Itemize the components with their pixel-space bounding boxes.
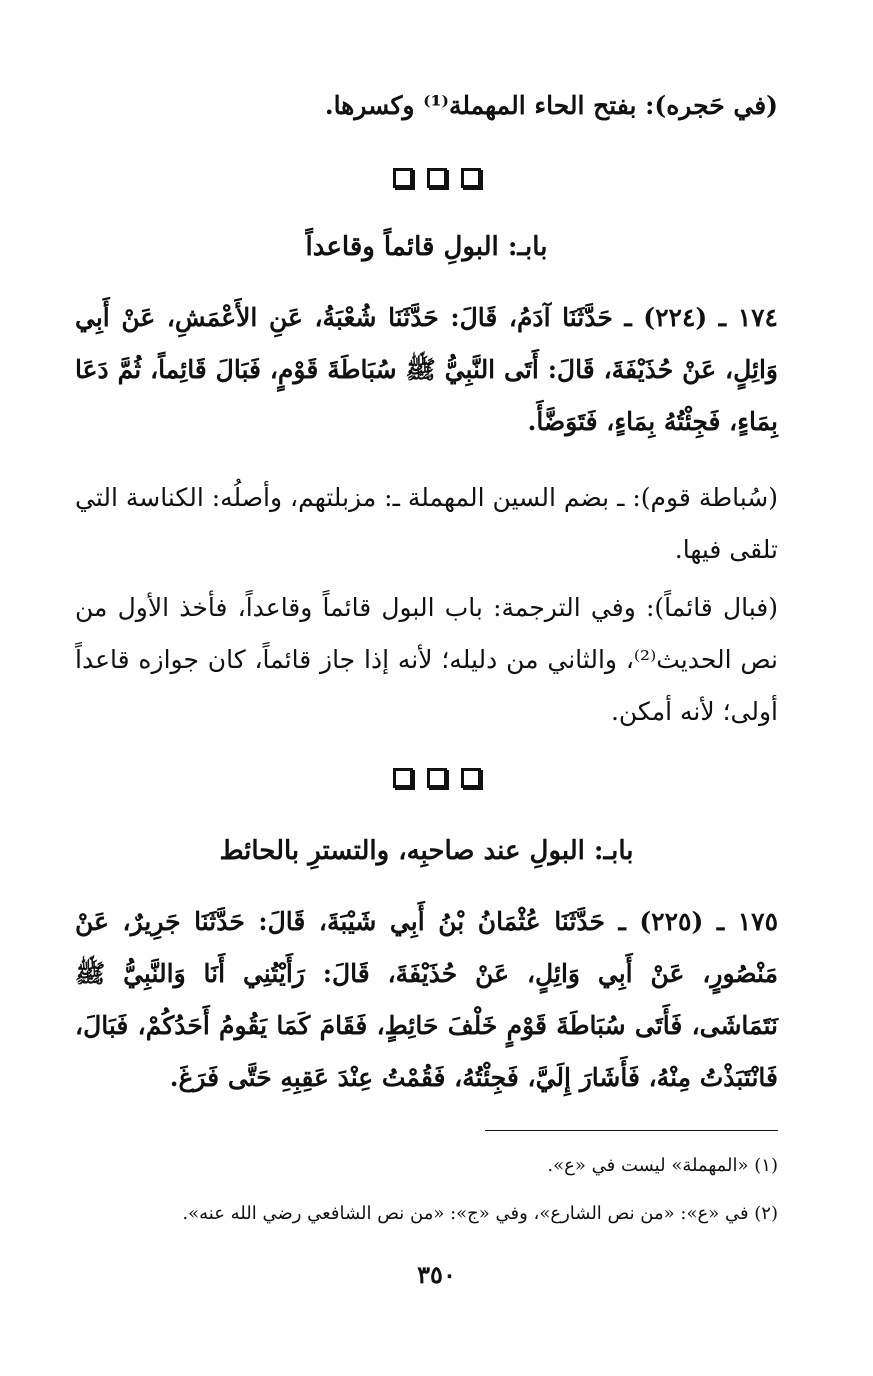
page-number: ٣٥٠ — [417, 1260, 456, 1289]
footnote-2: (٢) في «ع»: «من نص الشارع»، وفي «ج»: «من نص الشافعي رضي الله عنه». — [182, 1203, 778, 1224]
section-separator — [0, 168, 873, 188]
hadith-175: ١٧٥ ـ (٢٢٥) ـ حَدَّثَنَا عُثْمَانُ بْنُ أَبِي شَيْبَةَ، قَالَ: حَدَّثَنَا جَرِيرٌ، عَنْ مَنْصُورٍ، عَنْ أَبِي وَائِلٍ، عَنْ حُذَيْفَةَ، قَالَ: رَأَيْتُنِي أَنَا وَالنَّبِيُّ ﷺ نَتَمَاشَى، فَأَتَى سُبَاطَةَ قَوْمٍ خَلْفَ حَائِطٍ، فَقَامَ كَمَا يَقُومُ أَحَدُكُمْ، فَبَالَ، فَانْتَبَذْتُ مِنْهُ، فَأَشَارَ إِلَيَّ، فَجِئْتُهُ، فَقُمْتُ عِنْدَ عَقِبِهِ حَتَّى فَرَغَ. — [75, 907, 779, 1092]
square-ornament-icon — [427, 768, 447, 788]
hadith-174: ١٧٤ ـ (٢٢٤) ـ حَدَّثَنَا آدَمُ، قَالَ: حَدَّثَنَا شُعْبَةُ، عَنِ الأَعْمَشِ، عَنْ أَبِي وَائِلٍ، عَنْ حُذَيْفَةَ، قَالَ: أَتَى النَّبِيُّ ﷺ سُبَاطَةَ قَوْمٍ، فَبَالَ قَائِماً، ثُمَّ دَعَا بِمَاءٍ، فَجِئْتُهُ بِمَاءٍ، فَتَوَضَّأَ. — [75, 303, 778, 436]
square-ornament-icon — [461, 768, 481, 788]
note-subatat-qawm: (سُباطة قوم): ـ بضم السين المهملة ـ: مزبلتهم، وأصلُه: الكناسة التي تلقى فيها. — [75, 483, 778, 564]
square-ornament-icon — [393, 768, 413, 788]
note-fi-hajrihi: (في حَجره): بفتح الحاء المهملة⁽¹⁾ وكسرها. — [324, 91, 778, 120]
section-separator — [0, 768, 873, 788]
note-fabala-qaiman: (فبال قائماً): وفي الترجمة: باب البول قائماً وقاعداً، فأخذ الأول من نص الحديث⁽²⁾، والثاني من دليله؛ لأنه إذا جاز قائماً، كان جوازه قاعداً أولى؛ لأنه أمكن. — [75, 593, 778, 726]
square-ornament-icon — [393, 168, 413, 188]
footnote-1: (١) «المهملة» ليست في «ع». — [547, 1155, 778, 1176]
square-ornament-icon — [461, 168, 481, 188]
square-ornament-icon — [427, 168, 447, 188]
footnote-divider — [485, 1130, 778, 1131]
chapter-title-1: بابـ: البولِ قائماً وقاعداً — [305, 232, 548, 262]
chapter-title-2: بابـ: البولِ عند صاحبِه، والتسترِ بالحائط — [219, 836, 634, 866]
